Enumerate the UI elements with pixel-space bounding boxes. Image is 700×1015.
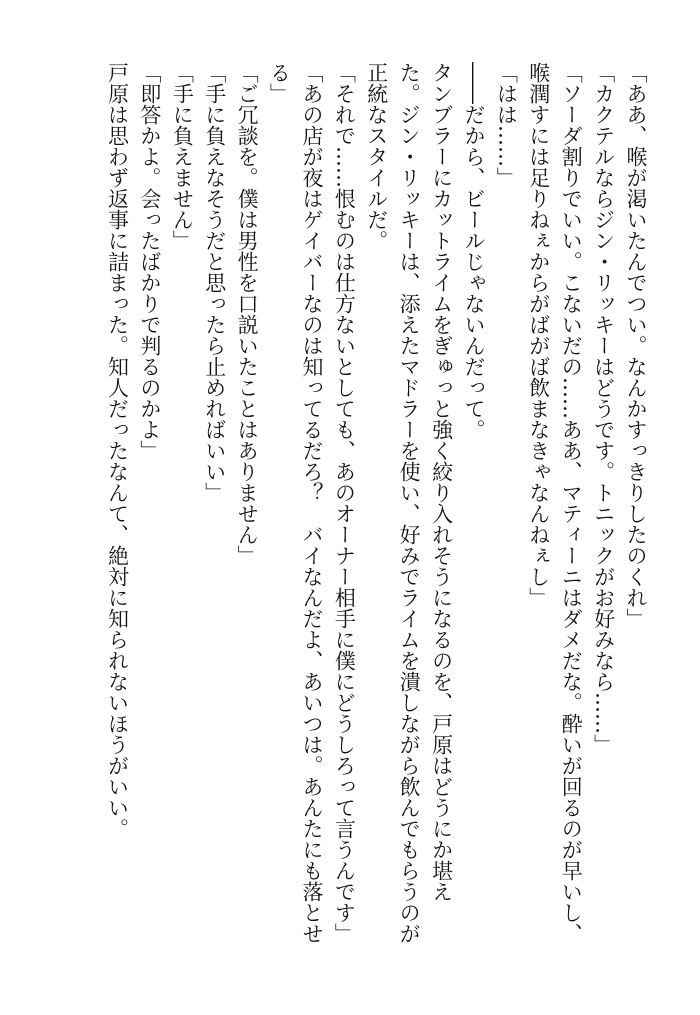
text-line: ――だから、ビールじゃないんだって。 [461, 62, 486, 440]
text-line: 「ソーダ割りでいい。こないだの……ああ、マティーニはダメだな。酔いが回るのが早いし、 [559, 62, 584, 944]
text-line: 「即答かよ。会ったばかりで判るのかよ」 [137, 62, 162, 461]
vertical-text-body [101, 62, 652, 962]
text-line: る」 [267, 62, 292, 104]
text-line: 「ああ、喉が渇いたんでつい。なんかすっきりしたのくれ」 [624, 62, 648, 629]
text-line: 「ご冗談を。僕は男性を口説いたことはありません」 [235, 62, 260, 566]
text-line: タンブラーにカットライムをぎゅっと強く絞り入れそうになるのを、戸原はどうにか堪え [429, 62, 454, 902]
text-line: た。ジン・リッキーは、添えたマドラーを使い、好みでライムを潰しながら飲んでもらうのが [397, 62, 422, 944]
text-line: 「手に負えません」 [170, 62, 195, 251]
text-line: 「はは……」 [494, 62, 519, 188]
text-line: 正統なスタイルだ。 [364, 62, 389, 251]
text-line: 「カクテルならジン・リッキーはどうです。トニックがお好みなら……」 [591, 62, 616, 755]
text-line: 戸原は思わず返事に詰まった。知人だったなんて、絶対に知られないほうがいい。 [105, 62, 130, 839]
text-line: 喉潤すには足りねぇからがばがば飲まなきゃなんねぇし」 [526, 62, 551, 608]
text-line: 「あの店が夜はゲイバーなのは知ってるだろ？ バイなんだよ、あいつは。あんたにも落とせ [299, 62, 324, 944]
text-line: 「それで……恨むのは仕方ないとしても、あのオーナー相手に僕にどうしろって言うんです」 [332, 62, 357, 944]
text-line: 「手に負えなそうだと思ったら止めればいい」 [202, 62, 227, 503]
